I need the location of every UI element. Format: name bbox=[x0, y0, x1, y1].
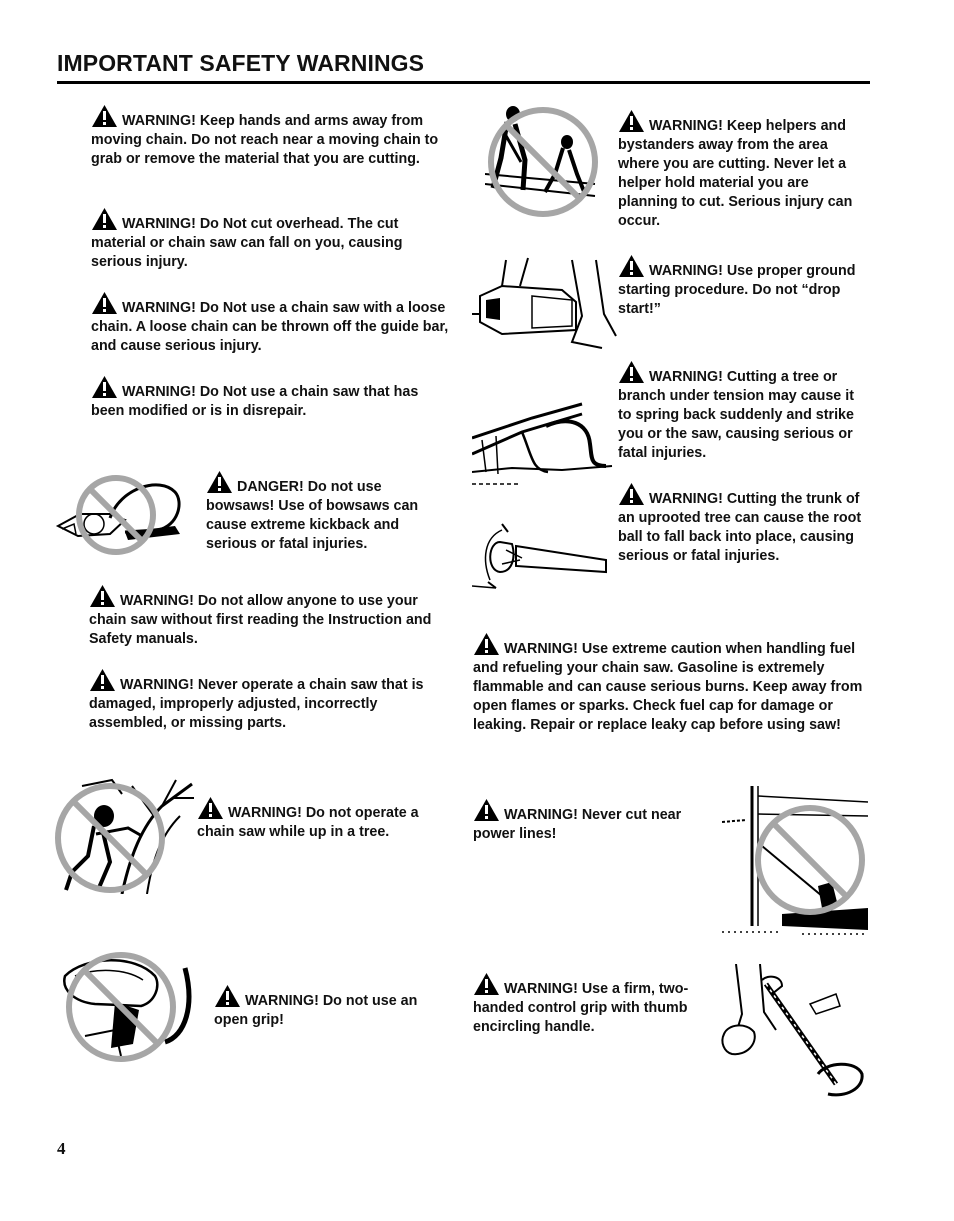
firm-grip-illustration bbox=[706, 964, 866, 1104]
warning-triangle-icon bbox=[618, 360, 645, 384]
warning-text: WARNING! Do not operate a chain saw while up in a tree. bbox=[197, 805, 419, 840]
warning-text: WARNING! Do Not use a chain saw with a loose chain. A loose chain can be thrown off the guide bar, and cause serious injury. bbox=[91, 300, 449, 354]
page-title: IMPORTANT SAFETY WARNINGS bbox=[57, 50, 425, 76]
warning-overhead bbox=[91, 207, 451, 272]
warning-triangle-icon bbox=[91, 104, 118, 128]
warning-triangle-icon bbox=[618, 109, 645, 133]
warning-triangle-icon bbox=[473, 632, 500, 656]
warning-text: WARNING! Cutting a tree or branch under tension may cause it to spring back suddenly and strike you or the saw, causing serious or fatal injuries. bbox=[618, 369, 854, 461]
power-lines-illustration bbox=[722, 786, 868, 938]
warning-triangle-icon bbox=[91, 375, 118, 399]
tree-climber-illustration bbox=[52, 776, 197, 894]
warning-fuel bbox=[473, 632, 868, 735]
ground-start-illustration bbox=[472, 256, 618, 352]
prohibition-circle-icon bbox=[758, 808, 862, 912]
warning-damaged bbox=[89, 668, 449, 733]
warning-triangle-icon bbox=[89, 584, 116, 608]
uprooted-tree-illustration bbox=[472, 520, 612, 592]
warning-loose-chain bbox=[91, 291, 451, 356]
warning-text: WARNING! Keep hands and arms away from moving chain. Do not reach near a moving chain to grab or remove the material that you are cutting. bbox=[91, 113, 439, 167]
warning-text: WARNING! Use extreme caution when handling fuel and refueling your chain saw. Gasoline is extremely flammable and can cause serious burns. Keep away from open flames or sparks. Check fuel cap for damage or leaking. Repair or replace leaky cap before using saw! bbox=[473, 641, 863, 733]
warning-triangle-icon bbox=[206, 470, 233, 494]
warning-triangle-icon bbox=[214, 984, 241, 1008]
warning-triangle-icon bbox=[473, 798, 500, 822]
open-grip-illustration bbox=[55, 946, 195, 1066]
warning-helpers bbox=[618, 109, 868, 231]
warning-ground-start bbox=[618, 254, 868, 319]
warning-text: WARNING! Do not allow anyone to use your chain saw without first reading the Instruction and Safety manuals. bbox=[89, 593, 432, 647]
warning-tension bbox=[618, 360, 868, 463]
warning-tree bbox=[197, 796, 447, 842]
warning-triangle-icon bbox=[197, 796, 224, 820]
helpers-illustration bbox=[485, 104, 605, 220]
warning-manuals bbox=[89, 584, 449, 649]
tension-branch-illustration bbox=[472, 396, 618, 488]
warning-modified bbox=[91, 375, 451, 421]
warning-open-grip bbox=[214, 984, 449, 1030]
warning-triangle-icon bbox=[89, 668, 116, 692]
warning-text: WARNING! Never cut near power lines! bbox=[473, 807, 682, 842]
prohibition-circle-icon bbox=[58, 786, 162, 890]
warning-triangle-icon bbox=[91, 207, 118, 231]
warning-uprooted bbox=[618, 482, 870, 566]
warning-firm-grip bbox=[473, 972, 718, 1037]
warning-triangle-icon bbox=[473, 972, 500, 996]
warning-text: WARNING! Cutting the trunk of an uprooted tree can cause the root ball to fall back into place, causing serious or fatal injuries. bbox=[618, 491, 862, 564]
warning-power-lines bbox=[473, 798, 718, 844]
warning-triangle-icon bbox=[618, 482, 645, 506]
prohibition-circle-icon bbox=[491, 110, 595, 214]
warning-triangle-icon bbox=[91, 291, 118, 315]
warning-text: WARNING! Never operate a chain saw that is damaged, improperly adjusted, incorrectly assembled, or missing parts. bbox=[89, 677, 424, 731]
title-rule bbox=[57, 81, 870, 84]
warning-text: WARNING! Keep helpers and bystanders away from the area where you are cutting. Never let a helper hold material you are planning to cut. Serious injury can occur. bbox=[618, 118, 853, 229]
warning-hands-arms bbox=[91, 104, 451, 169]
warning-text: WARNING! Do Not cut overhead. The cut material or chain saw can fall on you, causing serious injury. bbox=[91, 216, 403, 270]
page-number: 4 bbox=[57, 1139, 66, 1158]
warning-triangle-icon bbox=[618, 254, 645, 278]
warning-text: DANGER! Do not use bowsaws! Use of bowsaws can cause extreme kickback and serious or fatal injuries. bbox=[206, 479, 419, 552]
danger-bowsaws bbox=[206, 470, 446, 554]
warning-text: WARNING! Do not use an open grip! bbox=[214, 993, 418, 1028]
warning-text: WARNING! Use proper ground starting procedure. Do not “drop start!” bbox=[618, 263, 856, 317]
bowsaw-illustration bbox=[50, 474, 185, 556]
warning-text: WARNING! Do Not use a chain saw that has been modified or is in disrepair. bbox=[91, 384, 419, 419]
warning-text: WARNING! Use a firm, two-handed control grip with thumb encircling handle. bbox=[473, 981, 689, 1035]
